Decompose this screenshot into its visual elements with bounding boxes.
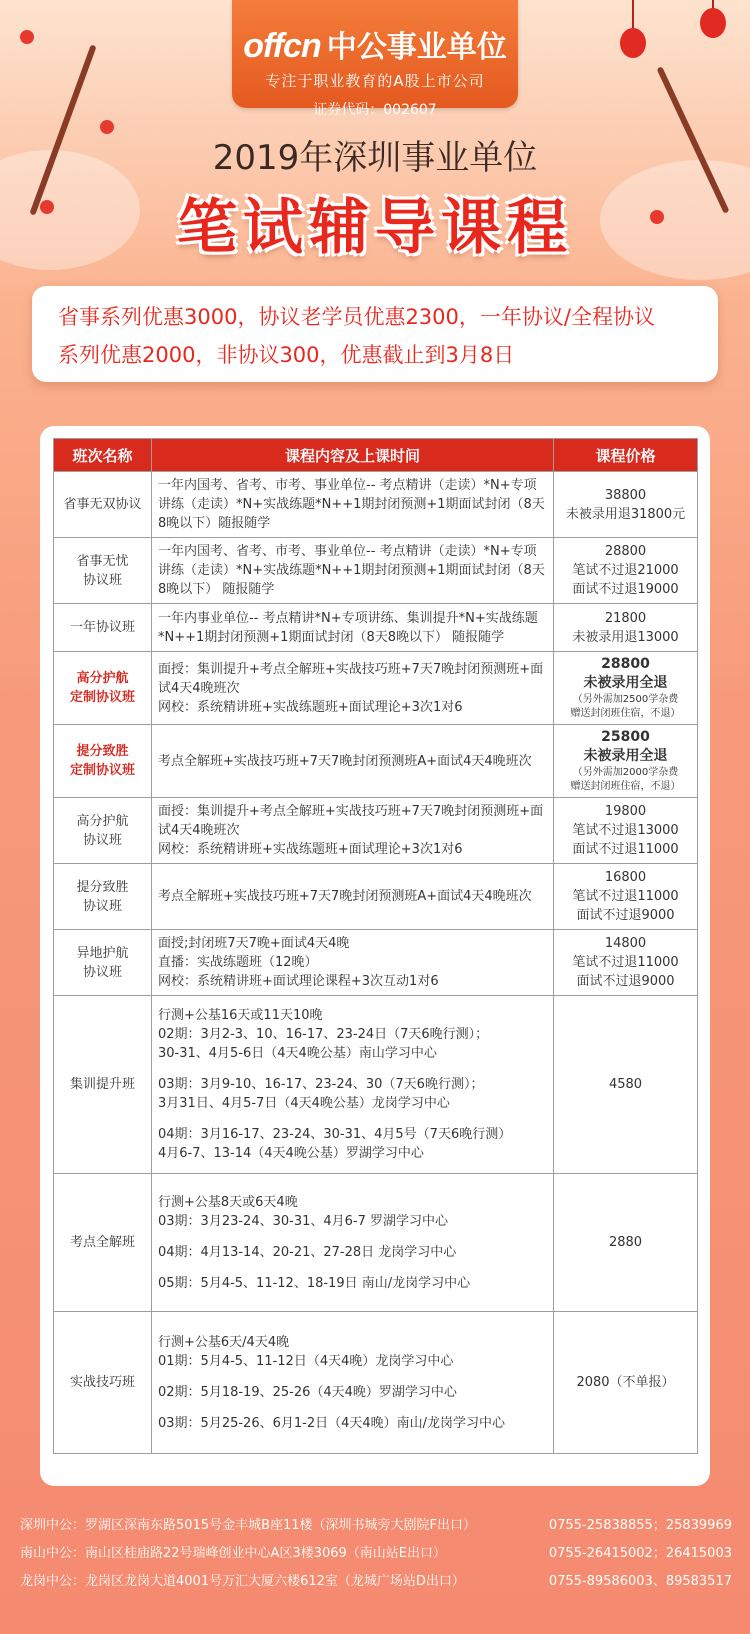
class-name-line: 定制协议班 (69, 690, 135, 705)
header-class-name: 班次名称 (54, 439, 152, 472)
course-content-cell (152, 864, 554, 930)
footer-phone: 0755-25838855；25839969 (548, 1518, 732, 1533)
price-line: 4580 (608, 1077, 643, 1092)
content-line: 03期：3月23-24、30-31、4月6-7 罗湖学习中心 (158, 1213, 448, 1229)
promo-line-1: 省事系列优惠3000，协议老学员优惠2300，一年协议/全程协议 (58, 305, 655, 329)
class-name-cell (54, 652, 152, 725)
content-line: 05期：5月4-5、11-12、18-19日 南山/龙岗学习中心 (158, 1275, 471, 1291)
footer-row (20, 1512, 732, 1540)
price-cell (554, 538, 698, 604)
price-line: 笔试不过退21000 (572, 563, 679, 578)
content-line: 03期：5月25-26、6月1-2日（4天4晚）南山/龙岗学习中心 (158, 1415, 506, 1431)
class-name-line: 省事无忧 (76, 553, 129, 569)
price-cell (554, 930, 698, 996)
price-line: 笔试不过退13000 (572, 823, 679, 838)
class-name-line: 协议班 (82, 832, 122, 848)
class-name-cell (54, 538, 152, 604)
table-row (54, 604, 698, 652)
price-line: 面试不过退9000 (576, 908, 675, 923)
content-line: 04期：4月13-14、20-21、27-28日 龙岗学习中心 (158, 1244, 457, 1260)
price-line: 面试不过退9000 (576, 974, 675, 989)
content-line: 一年内事业单位-- 考点精讲*N+专项讲练、集训提升*N+实战练题*N++1期封闭预测+1期面试封闭（8天8晚以下） 随报随学 (158, 610, 538, 645)
table-row (54, 996, 698, 1174)
content-line: 直播：实战练题班（12晚） (158, 955, 318, 970)
header-price: 课程价格 (554, 439, 698, 472)
class-name-line: 协议班 (82, 964, 122, 980)
content-line: 考点全解班+实战技巧班+7天7晚封闭预测班A+面试4天4晚班次 (158, 889, 532, 904)
lantern-decoration (700, 8, 726, 38)
class-name-line: 实战技巧班 (69, 1375, 135, 1390)
content-line (158, 1113, 547, 1125)
class-name-line: 省事无双协议 (63, 497, 142, 512)
table-row (54, 1312, 698, 1454)
course-content-cell (152, 996, 554, 1174)
course-content-cell (152, 472, 554, 538)
logo-cn: 中公事业单位 (326, 31, 507, 64)
price-sub: 未被录用全退 (583, 675, 668, 691)
price-line: 面试不过退11000 (572, 842, 679, 857)
header-content: 课程内容及上课时间 (152, 439, 554, 472)
class-name-cell (54, 864, 152, 930)
page-title: 2019年深圳事业单位 (212, 138, 538, 178)
content-line: 02期：3月2-3、10、16-17、23-24日（7天6晚行测）； (158, 1027, 489, 1042)
table-row (54, 725, 698, 798)
course-content-cell (152, 1174, 554, 1312)
content-line: 面授：集训提升+考点全解班+实战技巧班+7天7晚封闭预测班+面试4天4晚班次 (158, 804, 544, 838)
table-row (54, 864, 698, 930)
content-line: 网校：系统精讲班+实战练题班+面试理论+3次1对6 (158, 842, 463, 857)
stock-code: 证券代码：002607 (313, 102, 437, 118)
content-line (158, 1371, 547, 1383)
blossom-decoration (20, 30, 34, 44)
content-line: 面授：集训提升+考点全解班+实战技巧班+7天7晚封闭预测班+面试4天4晚班次 (158, 661, 544, 696)
class-name-line: 提分致胜 (76, 879, 129, 895)
content-line: 01期：5月4-5、11-12日（4天4晚）龙岗学习中心 (158, 1353, 454, 1369)
promo-line-2: 系列优惠2000，非协议300，优惠截止到3月8日 (58, 343, 515, 367)
class-name-cell (54, 1312, 152, 1454)
slogan: 专注于职业教育的A股上市公司 (265, 72, 485, 90)
table-row (54, 652, 698, 725)
course-content-cell (152, 798, 554, 864)
content-line: 行测+公基8天或6天4晚 (158, 1194, 298, 1210)
price-line: 笔试不过退11000 (572, 955, 679, 970)
price-line: 28800 (604, 544, 647, 559)
content-line (158, 1231, 547, 1243)
content-line: 一年内国考、省考、市考、事业单位-- 考点精讲（走读）*N+专项讲练（走读）*N+实战练题*N++1期封闭预测+1期面试封闭（8天8晚以下） 随报随学 (158, 544, 545, 597)
price-line: 未被录用退31800元 (565, 506, 686, 522)
promo-box (32, 286, 718, 382)
course-table (53, 438, 698, 1454)
price-line: 2080（不单报） (576, 1375, 675, 1390)
class-name-line: 协议班 (82, 898, 122, 914)
content-line (158, 1402, 547, 1414)
content-line: 网校：系统精讲班+实战练题班+面试理论+3次1对6 (158, 699, 463, 715)
table-row (54, 798, 698, 864)
price-line: 38800 (604, 487, 647, 503)
table-header-row (54, 439, 698, 472)
course-content-cell (152, 930, 554, 996)
price-note: （另外需加2500学杂费 (572, 694, 679, 705)
class-name-line: 高分护航 (76, 813, 129, 829)
class-name-cell (54, 725, 152, 798)
price-line: 14800 (604, 936, 647, 951)
content-line: 04期：3月16-17、23-24、30-31、4月5号（7天6晚行测） (158, 1127, 512, 1142)
price-cell (554, 1174, 698, 1312)
content-line (158, 1262, 547, 1274)
class-name-cell (54, 604, 152, 652)
price-line: 16800 (604, 870, 647, 885)
course-content-cell (152, 652, 554, 725)
price-line: 未被录用退13000 (572, 629, 679, 645)
price-note: 赠送封闭班住宿，不退） (570, 781, 681, 792)
class-name-cell (54, 930, 152, 996)
price-line: 2880 (608, 1235, 643, 1250)
content-line: 3月31日、4月5-7日（4天4晚公基）龙岗学习中心 (158, 1096, 450, 1111)
class-name-line: 提分致胜 (76, 744, 129, 759)
course-content-cell (152, 538, 554, 604)
price-cell (554, 996, 698, 1174)
footer-row (20, 1568, 732, 1596)
lantern-string (632, 0, 634, 30)
content-line: 网校：系统精讲班+面试理论课程+3次互动1对6 (158, 974, 439, 989)
footer-phone: 0755-26415002；26415003 (548, 1546, 732, 1561)
table-row (54, 472, 698, 538)
class-name-cell (54, 1174, 152, 1312)
price-sub: 未被录用全退 (583, 748, 668, 764)
footer-addresses (20, 1512, 732, 1596)
class-name-line: 定制协议班 (69, 763, 135, 778)
logo (232, 22, 518, 66)
class-name-line: 异地护航 (76, 945, 129, 961)
price-cell (554, 1312, 698, 1454)
table-row (54, 930, 698, 996)
price-cell (554, 725, 698, 798)
table-row (54, 538, 698, 604)
price-cell (554, 798, 698, 864)
course-content-cell (152, 1312, 554, 1454)
class-name-line: 协议班 (82, 572, 122, 588)
class-name-cell (54, 472, 152, 538)
price-cell (554, 472, 698, 538)
price-main: 25800 (601, 729, 650, 745)
page-subtitle: 笔试辅导课程 (177, 193, 573, 263)
content-line: 行测+公基16天或11天10晚 (158, 1008, 323, 1023)
class-name-line: 集训提升班 (69, 1077, 135, 1092)
price-line: 21800 (604, 610, 647, 626)
table-row (54, 1174, 698, 1312)
content-line: 4月6-7、13-14（4天4晚公基）罗湖学习中心 (158, 1146, 424, 1161)
course-content-cell (152, 604, 554, 652)
content-line: 行测+公基6天/4天4晚 (158, 1334, 290, 1350)
price-cell (554, 864, 698, 930)
lantern-decoration (620, 28, 646, 58)
logo-en: offcn (243, 27, 321, 65)
class-name-cell (54, 798, 152, 864)
footer-address: 南山中公：南山区桂庙路22号瑞峰创业中心A区3楼3069（南山站E出口） (20, 1546, 447, 1561)
price-note: （另外需加2000学杂费 (572, 767, 679, 778)
footer-phone: 0755-89586003、89583517 (548, 1574, 732, 1589)
price-line: 面试不过退19000 (572, 582, 679, 597)
content-line: 03期：3月9-10、16-17、23-24、30（7天6晚行测）； (158, 1077, 484, 1092)
class-name-line: 考点全解班 (69, 1235, 135, 1250)
class-name-line: 高分护航 (76, 671, 129, 686)
footer-address: 深圳中公：罗湖区深南东路5015号金丰城B座11楼（深圳书城旁大剧院F出口） (20, 1518, 477, 1533)
class-name-line: 一年协议班 (69, 620, 135, 635)
course-content-cell (152, 725, 554, 798)
footer-address: 龙岗中公：龙岗区龙岗大道4001号万汇大厦六楼612室（龙城广场站D出口） (20, 1574, 465, 1589)
price-note: 赠送封闭班住宿，不退） (570, 708, 681, 719)
price-cell (554, 604, 698, 652)
content-line: 面授;封闭班7天7晚+面试4天4晚 (158, 936, 350, 951)
content-line: 02期：5月18-19、25-26（4天4晚）罗湖学习中心 (158, 1384, 457, 1400)
price-line: 笔试不过退11000 (572, 889, 679, 904)
content-line: 考点全解班+实战技巧班+7天7晚封闭预测班A+面试4天4晚班次 (158, 753, 532, 769)
class-name-cell (54, 996, 152, 1174)
logo-banner (232, 0, 518, 118)
footer-row (20, 1540, 732, 1568)
content-line (158, 1063, 547, 1075)
content-line: 一年内国考、省考、市考、事业单位-- 考点精讲（走读）*N+专项讲练（走读）*N+实战练题*N++1期封闭预测+1期面试封闭（8天8晚以下）随报随学 (158, 478, 545, 531)
price-cell (554, 652, 698, 725)
content-line: 30-31、4月5-6日（4天4晚公基）南山学习中心 (158, 1046, 437, 1061)
price-line: 19800 (604, 804, 647, 819)
price-main: 28800 (601, 656, 650, 672)
course-table-card (40, 426, 710, 1486)
